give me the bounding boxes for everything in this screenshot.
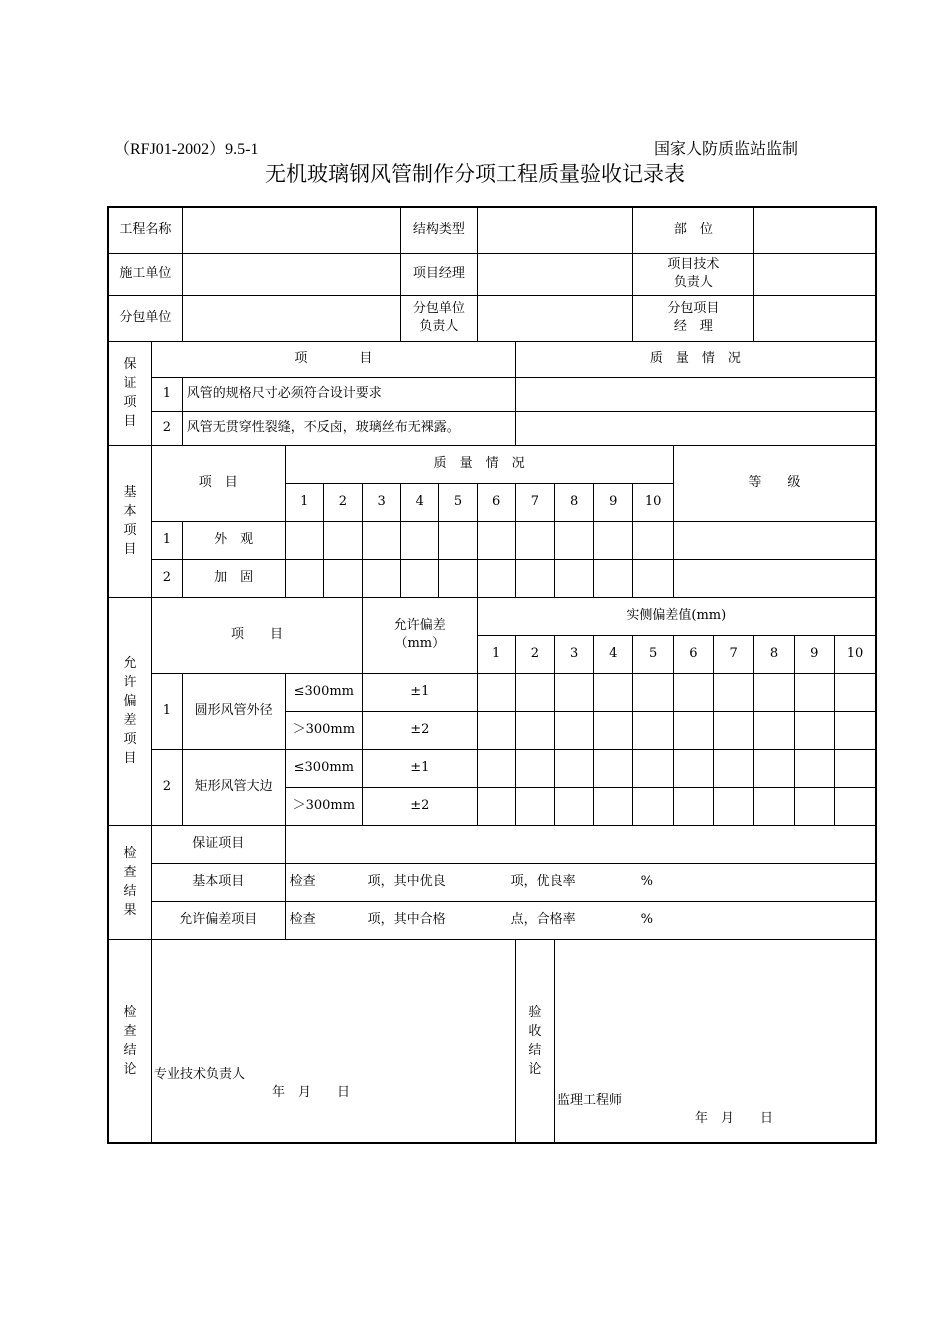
measured-cell[interactable] bbox=[754, 673, 794, 711]
guarantee-row-quality[interactable] bbox=[515, 411, 876, 445]
measured-cell[interactable] bbox=[714, 673, 754, 711]
tolerance-allow-value: ±2 bbox=[363, 787, 478, 825]
inspection-conclusion-field[interactable] bbox=[151, 939, 515, 1143]
basic-col-number: 7 bbox=[515, 483, 554, 521]
basic-col-number: 6 bbox=[477, 483, 515, 521]
measured-cell[interactable] bbox=[673, 711, 713, 749]
result-tolerance-text[interactable]: 检查 项，其中合格 点，合格率 % bbox=[285, 901, 876, 939]
basic-cell[interactable] bbox=[633, 521, 673, 559]
measured-cell[interactable] bbox=[633, 673, 673, 711]
measured-cell[interactable] bbox=[714, 711, 754, 749]
supervisor-signature-label: 监理工程师 bbox=[556, 1092, 622, 1108]
subcontractor-label: 分包单位 bbox=[108, 295, 182, 341]
result-section-label: 检查结果 bbox=[108, 825, 151, 939]
tech-lead-label: 项目技术负责人 bbox=[633, 253, 754, 295]
tolerance-section-label: 允许偏差项目 bbox=[108, 597, 151, 825]
basic-col-number: 9 bbox=[594, 483, 633, 521]
measured-cell[interactable] bbox=[515, 749, 554, 787]
basic-cell[interactable] bbox=[439, 521, 477, 559]
measured-cell[interactable] bbox=[834, 749, 876, 787]
basic-col-number: 8 bbox=[554, 483, 593, 521]
measured-cell[interactable] bbox=[477, 749, 515, 787]
basic-grade-cell[interactable] bbox=[673, 559, 876, 597]
basic-col-number: 3 bbox=[363, 483, 401, 521]
tolerance-condition: ≤300mm bbox=[285, 673, 362, 711]
sub-manager-field[interactable] bbox=[754, 295, 876, 341]
contractor-label: 施工单位 bbox=[108, 253, 182, 295]
tolerance-group-name: 圆形风管外径 bbox=[182, 673, 285, 749]
measured-cell[interactable] bbox=[594, 673, 633, 711]
measured-cell[interactable] bbox=[554, 787, 593, 825]
form-title: 无机玻璃钢风管制作分项工程质量验收记录表 bbox=[265, 162, 685, 186]
result-guarantee-field[interactable] bbox=[285, 825, 876, 863]
tolerance-condition: ≤300mm bbox=[285, 749, 362, 787]
measured-cell[interactable] bbox=[477, 711, 515, 749]
sub-manager-label: 分包项目经 理 bbox=[633, 295, 754, 341]
basic-col-number: 1 bbox=[285, 483, 323, 521]
tolerance-col-number: 10 bbox=[834, 635, 876, 673]
tolerance-col-number: 4 bbox=[594, 635, 633, 673]
issuing-organization: 国家人防质监站监制 bbox=[654, 139, 799, 158]
measured-cell[interactable] bbox=[754, 749, 794, 787]
basic-row-text: 外 观 bbox=[182, 521, 285, 559]
basic-cell[interactable] bbox=[401, 559, 439, 597]
basic-cell[interactable] bbox=[554, 559, 593, 597]
measured-cell[interactable] bbox=[633, 749, 673, 787]
measured-cell[interactable] bbox=[834, 787, 876, 825]
structure-type-field[interactable] bbox=[477, 207, 633, 253]
measured-cell[interactable] bbox=[594, 787, 633, 825]
basic-cell[interactable] bbox=[363, 559, 401, 597]
sub-lead-label: 分包单位负责人 bbox=[401, 295, 477, 341]
basic-row-number: 2 bbox=[151, 559, 182, 597]
guarantee-row-number: 2 bbox=[151, 411, 182, 445]
basic-row-number: 1 bbox=[151, 521, 182, 559]
tolerance-col-number: 2 bbox=[515, 635, 554, 673]
guarantee-section-label: 保证项目 bbox=[108, 341, 151, 445]
tolerance-col-number: 7 bbox=[714, 635, 754, 673]
tolerance-measured-header: 实侧偏差值(mm) bbox=[477, 597, 876, 635]
tolerance-allow-value: ±1 bbox=[363, 673, 478, 711]
subcontractor-field[interactable] bbox=[182, 295, 400, 341]
basic-quality-header: 质 量 情 况 bbox=[285, 445, 673, 483]
measured-cell[interactable] bbox=[515, 787, 554, 825]
basic-cell[interactable] bbox=[633, 559, 673, 597]
basic-section-label: 基本项目 bbox=[108, 445, 151, 597]
measured-cell[interactable] bbox=[673, 787, 713, 825]
basic-col-number: 2 bbox=[323, 483, 362, 521]
measured-cell[interactable] bbox=[633, 711, 673, 749]
measured-cell[interactable] bbox=[554, 749, 593, 787]
tech-lead-signature-label: 专业技术负责人 bbox=[153, 1066, 245, 1082]
form-code: （RFJ01-2002）9.5-1 bbox=[114, 141, 259, 158]
basic-cell[interactable] bbox=[477, 559, 515, 597]
project-name-label: 工程名称 bbox=[108, 207, 182, 253]
structure-type-label: 结构类型 bbox=[401, 207, 477, 253]
inspection-conclusion-label: 检查结论 bbox=[108, 939, 151, 1143]
tolerance-col-number: 3 bbox=[554, 635, 593, 673]
result-basic-label: 基本项目 bbox=[151, 863, 285, 901]
basic-cell[interactable] bbox=[323, 521, 362, 559]
basic-row-text: 加 固 bbox=[182, 559, 285, 597]
tolerance-col-number: 5 bbox=[633, 635, 673, 673]
measured-cell[interactable] bbox=[554, 711, 593, 749]
acceptance-conclusion-label: 验收结论 bbox=[515, 939, 554, 1143]
sub-lead-field[interactable] bbox=[477, 295, 633, 341]
tolerance-col-number: 1 bbox=[477, 635, 515, 673]
tolerance-condition: ＞300mm bbox=[285, 711, 362, 749]
inspection-date-label: 年 月 日 bbox=[271, 1084, 350, 1100]
acceptance-date-label: 年 月 日 bbox=[694, 1110, 773, 1126]
tolerance-condition: ＞300mm bbox=[285, 787, 362, 825]
measured-cell[interactable] bbox=[794, 749, 834, 787]
tolerance-col-number: 9 bbox=[794, 635, 834, 673]
measured-cell[interactable] bbox=[754, 787, 794, 825]
basic-cell[interactable] bbox=[401, 521, 439, 559]
guarantee-row-quality[interactable] bbox=[515, 377, 876, 411]
guarantee-row-number: 1 bbox=[151, 377, 182, 411]
basic-cell[interactable] bbox=[554, 521, 593, 559]
measured-cell[interactable] bbox=[673, 749, 713, 787]
measured-cell[interactable] bbox=[594, 711, 633, 749]
basic-cell[interactable] bbox=[323, 559, 362, 597]
project-manager-label: 项目经理 bbox=[401, 253, 477, 295]
measured-cell[interactable] bbox=[714, 787, 754, 825]
tolerance-group-number: 2 bbox=[151, 749, 182, 825]
basic-grade-header: 等 级 bbox=[673, 445, 876, 521]
measured-cell[interactable] bbox=[515, 673, 554, 711]
tolerance-col-number: 8 bbox=[754, 635, 794, 673]
basic-cell[interactable] bbox=[594, 559, 633, 597]
measured-cell[interactable] bbox=[515, 711, 554, 749]
result-guarantee-label: 保证项目 bbox=[151, 825, 285, 863]
guarantee-item-header: 项 目 bbox=[151, 341, 515, 377]
tolerance-group-name: 矩形风管大边 bbox=[182, 749, 285, 825]
tolerance-allow-value: ±1 bbox=[363, 749, 478, 787]
measured-cell[interactable] bbox=[834, 711, 876, 749]
basic-cell[interactable] bbox=[515, 559, 554, 597]
basic-col-number: 10 bbox=[633, 483, 673, 521]
result-basic-text[interactable]: 检查 项，其中优良 项，优良率 % bbox=[285, 863, 876, 901]
measured-cell[interactable] bbox=[594, 749, 633, 787]
basic-cell[interactable] bbox=[285, 521, 323, 559]
basic-cell[interactable] bbox=[439, 559, 477, 597]
tolerance-item-header: 项 目 bbox=[151, 597, 362, 673]
basic-cell[interactable] bbox=[594, 521, 633, 559]
location-label: 部 位 bbox=[633, 207, 754, 253]
measured-cell[interactable] bbox=[794, 711, 834, 749]
measured-cell[interactable] bbox=[794, 787, 834, 825]
tolerance-group-number: 1 bbox=[151, 673, 182, 749]
basic-cell[interactable] bbox=[477, 521, 515, 559]
location-field[interactable] bbox=[754, 207, 876, 253]
basic-item-header: 项 目 bbox=[151, 445, 285, 521]
measured-cell[interactable] bbox=[554, 673, 593, 711]
tolerance-col-number: 6 bbox=[673, 635, 713, 673]
project-manager-field[interactable] bbox=[477, 253, 633, 295]
guarantee-row-text: 风管无贯穿性裂缝，不反卤，玻璃丝布无裸露。 bbox=[182, 411, 515, 445]
basic-col-number: 5 bbox=[439, 483, 477, 521]
basic-cell[interactable] bbox=[285, 559, 323, 597]
measured-cell[interactable] bbox=[834, 673, 876, 711]
measured-cell[interactable] bbox=[794, 673, 834, 711]
result-tolerance-label: 允许偏差项目 bbox=[151, 901, 285, 939]
contractor-field[interactable] bbox=[182, 253, 400, 295]
basic-grade-cell[interactable] bbox=[673, 521, 876, 559]
measured-cell[interactable] bbox=[714, 749, 754, 787]
acceptance-conclusion-field[interactable] bbox=[554, 939, 876, 1143]
basic-col-number: 4 bbox=[401, 483, 439, 521]
inspection-form-table bbox=[107, 206, 877, 1144]
tolerance-allow-value: ±2 bbox=[363, 711, 478, 749]
measured-cell[interactable] bbox=[754, 711, 794, 749]
tech-lead-field[interactable] bbox=[754, 253, 876, 295]
measured-cell[interactable] bbox=[477, 787, 515, 825]
guarantee-quality-header: 质 量 情 况 bbox=[515, 341, 876, 377]
project-name-field[interactable] bbox=[182, 207, 400, 253]
measured-cell[interactable] bbox=[673, 673, 713, 711]
measured-cell[interactable] bbox=[477, 673, 515, 711]
basic-cell[interactable] bbox=[363, 521, 401, 559]
guarantee-row-text: 风管的规格尺寸必须符合设计要求 bbox=[182, 377, 515, 411]
measured-cell[interactable] bbox=[633, 787, 673, 825]
basic-cell[interactable] bbox=[515, 521, 554, 559]
tolerance-allow-header: 允许偏差（mm） bbox=[363, 597, 478, 673]
